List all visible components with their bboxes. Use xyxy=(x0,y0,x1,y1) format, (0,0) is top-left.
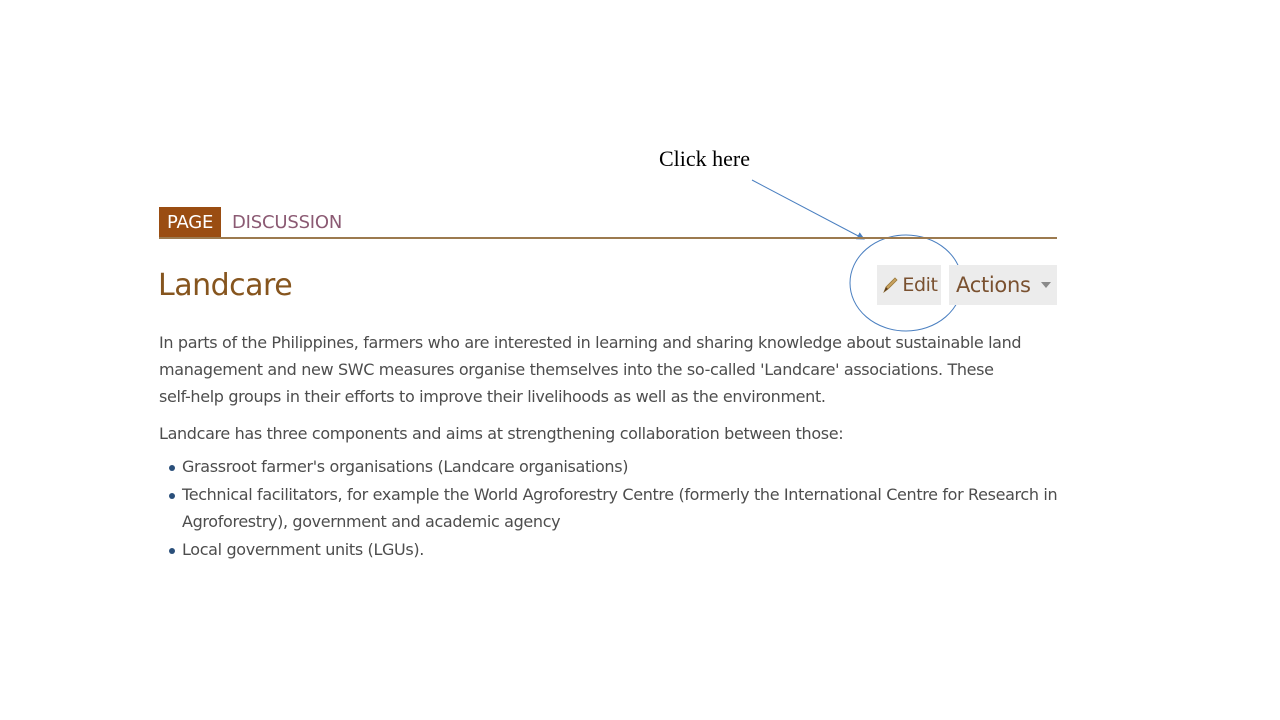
actions-label: Actions xyxy=(956,273,1031,297)
tab-discussion[interactable]: DISCUSSION xyxy=(232,212,343,233)
list-item-text: Grassroot farmer's organisations (Landcare organisations) xyxy=(182,457,629,476)
tab-page[interactable]: PAGE xyxy=(159,207,221,237)
list-item xyxy=(159,481,1059,535)
bullet-icon xyxy=(169,548,175,554)
list-item xyxy=(159,453,1059,480)
annotation-label: Click here xyxy=(659,146,751,171)
pencil-icon xyxy=(880,275,900,295)
components-list xyxy=(159,453,1059,563)
namespace-tabs xyxy=(159,207,1057,239)
page-title: Landcare xyxy=(158,268,293,303)
article-content xyxy=(159,329,1059,564)
actions-dropdown[interactable] xyxy=(949,265,1057,305)
list-item xyxy=(159,536,1059,563)
components-paragraph: Landcare has three components and aims at strengthening collaboration between those: xyxy=(159,424,844,443)
intro-paragraph: In parts of the Philippines, farmers who are interested in learning and sharing knowledge about sustainable land management and new SWC measures organise themselves into the so-called 'Landcare' associations. These self-help groups in their efforts to improve their livelihoods as well as the environment. xyxy=(159,333,1022,406)
bullet-icon xyxy=(169,465,175,471)
bullet-icon xyxy=(169,493,175,499)
caret-down-icon xyxy=(1041,282,1051,288)
edit-label: Edit xyxy=(902,274,938,296)
list-item-text: Local government units (LGUs). xyxy=(182,540,425,559)
edit-button[interactable] xyxy=(877,265,941,305)
list-item-text: Technical facilitators, for example the World Agroforestry Centre (formerly the International Centre for Research in Agroforestry), government and academic agency xyxy=(182,485,1058,531)
